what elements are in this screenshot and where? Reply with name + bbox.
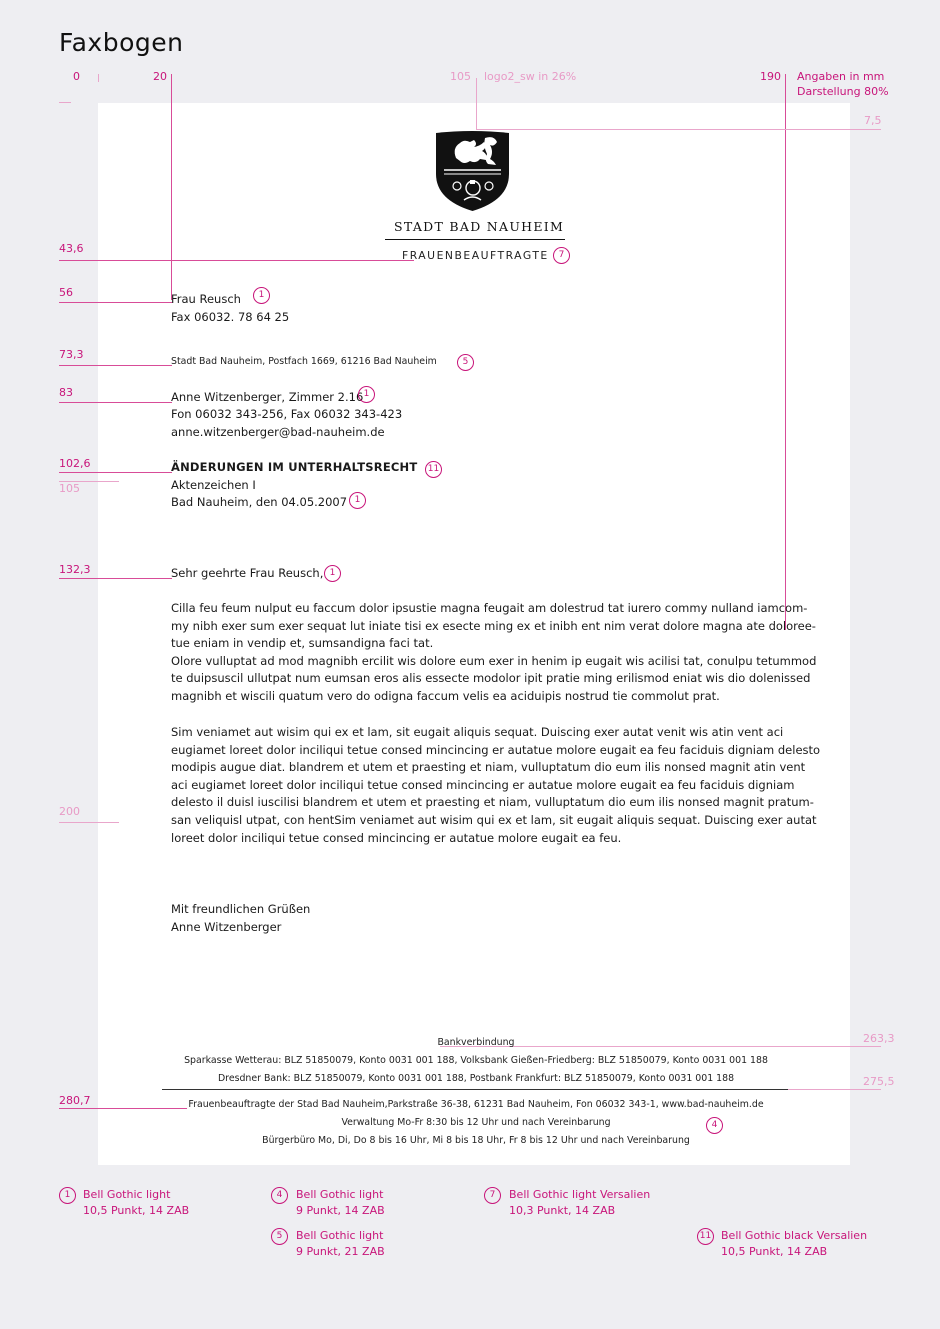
guide-132-3 (59, 578, 172, 579)
marker-5: 5 (457, 354, 474, 371)
ruler-label-105: 105 (59, 482, 80, 495)
contact-name: Anne Witzenberger, Zimmer 2.16 (171, 390, 364, 404)
ruler-label-83: 83 (59, 386, 73, 399)
ruler-label-132-3: 132,3 (59, 563, 91, 576)
guide-200 (59, 822, 119, 823)
guide-right-margin (785, 74, 786, 630)
marker-1: 1 (253, 287, 270, 304)
marker-1: 1 (324, 565, 341, 582)
legend-4-size: 9 Punkt, 14 ZAB (296, 1204, 385, 1217)
guide-56 (59, 302, 172, 303)
body-line: aci eugiamet loreet dolor inciliqui tetue consed mincincing er autatue molore eugait ea feu faciduis digniam (171, 777, 795, 792)
legend-marker-4: 4 (271, 1187, 288, 1204)
marker-1: 1 (349, 492, 366, 509)
reference-line: Aktenzeichen I (171, 478, 256, 492)
units-note-line2: Darstellung 80% (797, 85, 889, 98)
marker-11: 11 (425, 461, 442, 478)
body-paragraph-1 (171, 600, 816, 706)
ruler-label-263-3: 263,3 (863, 1032, 895, 1045)
body-line: modipis augue diat. blandrem et utem et praesting et niam, vulluptatum dio eum ilis nonsed magnit atin vent (171, 760, 806, 775)
body-line: magnibh et wiscili quatum vero do odigna faccum velis ea aciduipis nostrud tie commolut prat. (171, 688, 720, 703)
legend-5-size: 9 Punkt, 21 ZAB (296, 1245, 385, 1258)
recipient-fax: Fax 06032. 78 64 25 (171, 310, 290, 324)
marker-4: 4 (706, 1117, 723, 1134)
legend-1-font: Bell Gothic light (83, 1188, 171, 1201)
ruler-label-73-3: 73,3 (59, 348, 84, 361)
ruler-label-7-5: 7,5 (864, 114, 882, 127)
units-note-line1: Angaben in mm (797, 70, 885, 83)
ruler-label-43-6: 43,6 (59, 242, 84, 255)
body-line: Cilla feu feum nulput eu faccum dolor ipsustie magna feugait am dolestrud tat iurero commy nulland iamcom- (171, 601, 808, 615)
guide-top-7-5 (476, 129, 881, 130)
bank-line-2: Dresdner Bank: BLZ 51850079, Konto 0031 001 188, Postbank Frankfurt: BLZ 51850079, Konto 0031 001 188 (217, 1073, 735, 1084)
closing-signature: Anne Witzenberger (171, 920, 282, 934)
body-line: my nibh exer sum exer sequat lut iniate tisi ex esecte ming ex et inibh ent nim verat dolore magna ate doloree- (171, 618, 816, 633)
guide-center (476, 78, 477, 130)
guide-83 (59, 402, 172, 403)
closing-greeting: Mit freundlichen Grüßen (171, 902, 311, 916)
legend-marker-11: 11 (697, 1228, 714, 1245)
guide-left-margin (171, 74, 172, 300)
legend-11-size: 10,5 Punkt, 14 ZAB (721, 1245, 828, 1258)
legend-5-font: Bell Gothic light (296, 1229, 384, 1242)
footer-rule (162, 1089, 788, 1090)
legend-marker-1: 1 (59, 1187, 76, 1204)
footer-hours-admin: Verwaltung Mo-Fr 8:30 bis 12 Uhr und nach Vereinbarung (341, 1117, 611, 1128)
subject-line: ÄNDERUNGEN IM UNTERHALTSRECHT (171, 460, 418, 474)
ruler-label-102-6: 102,6 (59, 457, 91, 470)
ruler-mark-20: 20 (153, 70, 167, 83)
body-paragraph-2 (171, 724, 820, 847)
ruler-label-56: 56 (59, 286, 73, 299)
ruler-mark-0: 0 (73, 70, 80, 83)
legend-7-font: Bell Gothic light Versalien (509, 1188, 651, 1201)
logo-scale-note: logo2_sw in 26% (484, 70, 577, 83)
body-line: tue eniam in vendip et, sumsandigna faci tat. (171, 636, 434, 651)
salutation: Sehr geehrte Frau Reusch, (171, 566, 324, 580)
bank-title: Bankverbindung (437, 1037, 515, 1048)
body-line: delesto il duisl iuscilisi blandrem et utem et praesting et niam, vulluptatum dio eum ilis nonsed magnit pratum- (171, 795, 814, 810)
bank-line-1: Sparkasse Wetterau: BLZ 51850079, Konto 0031 001 188, Volksbank Gießen-Friedberg: BLZ 51850079, Konto 0031 001 188 (184, 1055, 768, 1066)
marker-1: 1 (358, 386, 375, 403)
coat-of-arms-icon (434, 130, 511, 212)
footer-address: Frauenbeauftragte der Stad Bad Nauheim,Parkstraße 36-38, 61231 Bad Nauheim, Fon 06032 343-1, www.bad-nauheim.de (188, 1099, 764, 1110)
body-line: te duipsuscil ullutpat num eumsan eros alis essecte modolor ipit pratie ming erilismod eniat wis dio dolenissed (171, 671, 811, 686)
guide-43-6 (59, 260, 414, 261)
legend-marker-5: 5 (271, 1228, 288, 1245)
ruler-label-280-7: 280,7 (59, 1094, 91, 1107)
ruler-mark-105: 105 (450, 70, 471, 83)
marker-7: 7 (553, 247, 570, 264)
body-line: loreet dolor inciliqui tetue consed mincincing er autatue molore eugait ea feu. (171, 830, 622, 845)
body-line: san veliquisl utpat, con hentSim veniamet aut wisim qui ex et lam, sit eugait aliquis sequat. Duiscing exer autat (171, 812, 817, 827)
legend-7-size: 10,3 Punkt, 14 ZAB (509, 1204, 616, 1217)
contact-email: anne.witzenberger@bad-nauheim.de (171, 425, 385, 439)
guide-102-6 (59, 472, 172, 473)
footer-hours-office: Bürgerbüro Mo, Di, Do 8 bis 16 Uhr, Mi 8 bis 18 Uhr, Fr 8 bis 12 Uhr und nach Vereinbarung (262, 1135, 690, 1146)
legend-4-font: Bell Gothic light (296, 1188, 384, 1201)
ruler-label-200: 200 (59, 805, 80, 818)
body-line: Olore vulluptat ad mod magnibh ercilit wis dolore eum exer in henim ip eugait wis acilisi tat, conulpu tetummod (171, 653, 817, 668)
sender-line: Stadt Bad Nauheim, Postfach 1669, 61216 Bad Nauheim (171, 356, 437, 367)
org-name: STADT BAD NAUHEIM (394, 219, 565, 234)
body-line: eugiamet loreet dolor inciliqui tetue consed mincincing er autatue molore eugait ea feu faciduis digniam delesto (171, 742, 821, 757)
ruler-tick (98, 74, 99, 82)
ruler-tick (59, 102, 71, 103)
recipient-name: Frau Reusch (171, 292, 241, 306)
dept-name: FRAUENBEAUFTRAGTE (402, 249, 549, 262)
body-line: Sim veniamet aut wisim qui ex et lam, sit eugait aliquis sequat. Duiscing exer autat venit wis atin vent aci (171, 725, 784, 739)
date-line: Bad Nauheim, den 04.05.2007 (171, 495, 348, 509)
contact-phone: Fon 06032 343-256, Fax 06032 343-423 (171, 407, 403, 421)
ruler-mark-190: 190 (760, 70, 781, 83)
ruler-label-275-5: 275,5 (863, 1075, 895, 1088)
legend-11-font: Bell Gothic black Versalien (721, 1229, 868, 1242)
legend-1-size: 10,5 Punkt, 14 ZAB (83, 1204, 190, 1217)
page-title: Faxbogen (59, 28, 184, 57)
letterhead-rule (385, 239, 565, 240)
guide-73-3 (59, 365, 172, 366)
legend-marker-7: 7 (484, 1187, 501, 1204)
